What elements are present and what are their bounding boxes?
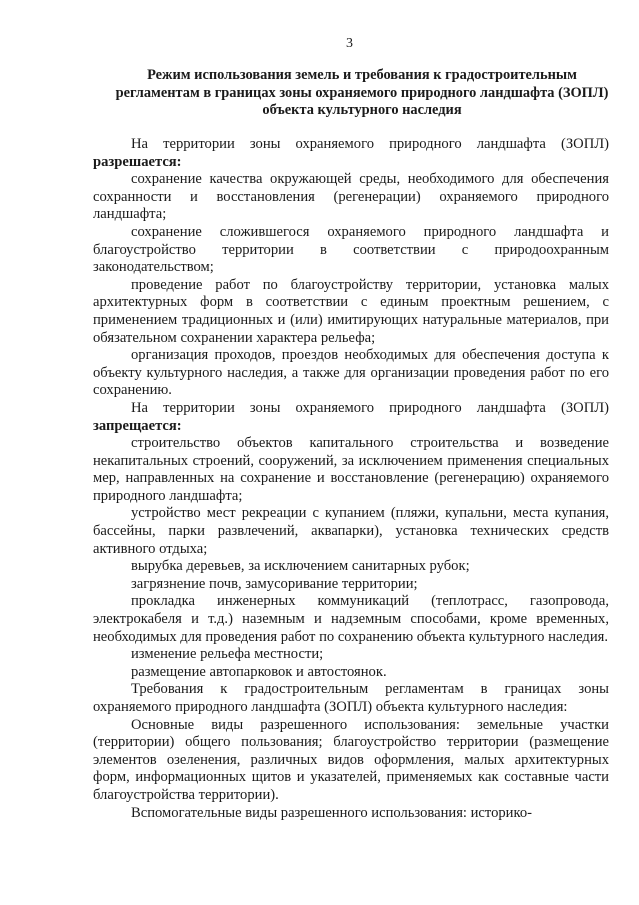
paragraph-passages: организация проходов, проездов необходимых для обеспечения доступа к объекту культурного наследия, а также для организации проведения работ по его сохранению.: [93, 347, 609, 399]
paragraph-landscaping-works: проведение работ по благоустройству территории, установка малых архитектурных форм в соответствии с единым проектным решением, с применением традиционных и (или) имитирующих натуральные материалов, при обязательном сохранении характера рельефа;: [93, 276, 609, 346]
prohibited-label: запрещается:: [93, 417, 182, 434]
paragraph-construction: строительство объектов капитального строительства и возведение некапитальных строений, сооружений, за исключением применения специальных мер, направленных на сохранение и восстановление (регенерацию) охраняемого природного ландшафта;: [93, 435, 609, 504]
paragraph-tree-felling: вырубка деревьев, за исключением санитарных рубок;: [131, 558, 470, 575]
paragraph-recreation: устройство мест рекреации с купанием (пляжи, купальни, места купания, бассейны, парки развлечений, аквапарки), установка технических средств активного отдыха;: [93, 505, 609, 557]
paragraph-relief: изменение рельефа местности;: [131, 646, 324, 663]
paragraph-permitted-intro: На территории зоны охраняемого природного ландшафта (ЗОПЛ) разрешается:: [93, 136, 609, 170]
paragraph-environment-quality: сохранение качества окружающей среды, необходимого для обеспечения сохранности и восстановления (регенерации) охраняемого природного ландшафта;: [93, 171, 609, 223]
document-body: [93, 136, 609, 822]
paragraph-parking: размещение автопарковок и автостоянок.: [131, 663, 387, 680]
paragraph-auxiliary-uses: Вспомогательные виды разрешенного использования: историко-: [131, 804, 532, 821]
paragraph-landscape-preservation: сохранение сложившегося охраняемого природного ландшафта и благоустройство территории в соответствии с природоохранным законодательством;: [93, 223, 609, 276]
paragraph-main-uses: Основные виды разрешенного использования: земельные участки (территории) общего пользования; благоустройство территории (размещение элементов озеленения, различных видов оформления, малых архитектурных форм, информационных щитов и указателей, применяемых как составные части благоустройства территории).: [93, 716, 609, 803]
section-title: Режим использования земель и требования к градостроительным регламентам в границах зоны охраняемого природного ландшафта (ЗОПЛ) объекта культурного наследия: [115, 67, 609, 118]
permitted-label: разрешается:: [93, 153, 182, 170]
paragraph-prohibited-intro: На территории зоны охраняемого природного ландшафта (ЗОПЛ) запрещается:: [93, 399, 609, 434]
paragraph-pollution: загрязнение почв, замусоривание территории;: [131, 575, 418, 592]
paragraph-utilities: прокладка инженерных коммуникаций (теплотрасс, газопровода, электрокабеля и т.д.) наземным и надземным способами, кроме временных, необходимых для проведения работ по сохранению объекта культурного наследия.: [93, 593, 609, 645]
paragraph-requirements-intro: Требования к градостроительным регламентам в границах зоны охраняемого природного ландшафта (ЗОПЛ) объекта культурного наследия:: [93, 681, 609, 715]
page-number: 3: [346, 36, 353, 51]
